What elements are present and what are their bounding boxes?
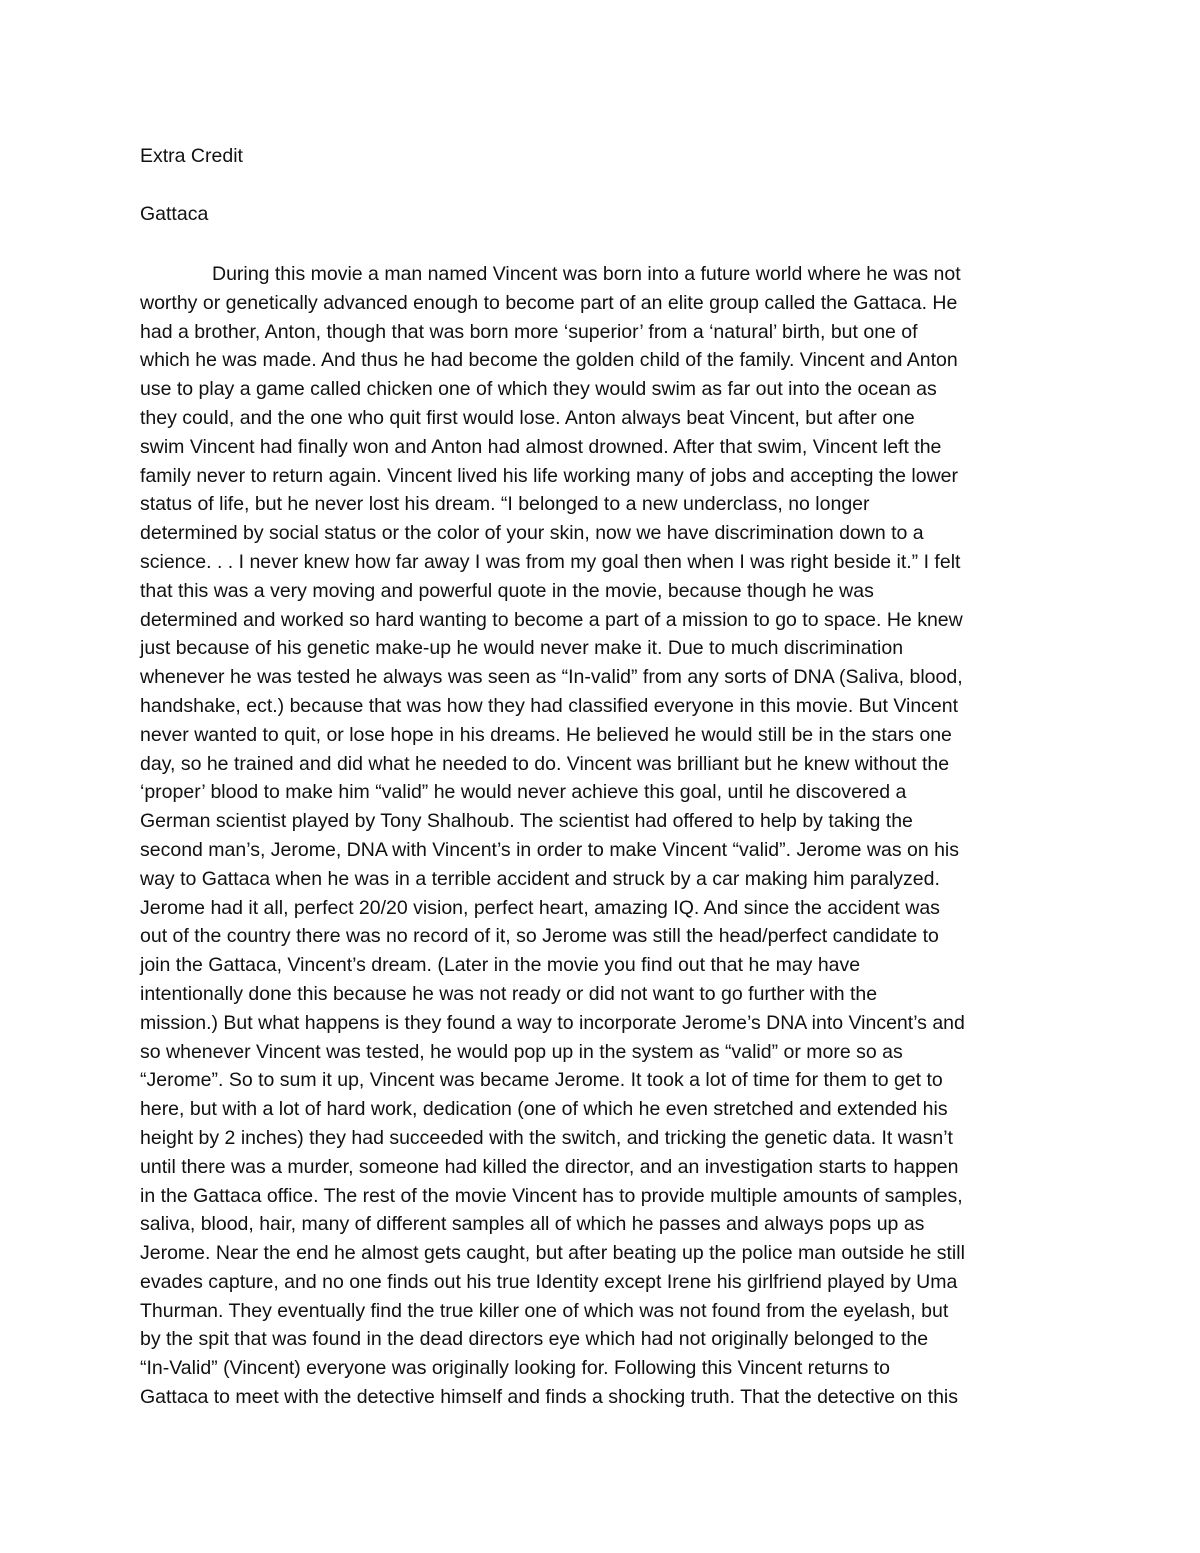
essay-line: in the Gattaca office. The rest of the movie Vincent has to provide multiple amounts of samples, — [140, 1184, 963, 1207]
essay-line: out of the country there was no record of it, so Jerome was still the head/perfect candidate to — [140, 925, 939, 948]
essay-line: determined and worked so hard wanting to become a part of a mission to go to space. He knew — [140, 608, 963, 631]
essay-line: German scientist played by Tony Shalhoub. The scientist had offered to help by taking the — [140, 810, 913, 833]
essay-line: Gattaca to meet with the detective himself and finds a shocking truth. That the detective on this — [140, 1386, 959, 1409]
essay-line: Thurman. They eventually find the true killer one of which was not found from the eyelash, but — [140, 1299, 949, 1322]
essay-line: just because of his genetic make-up he would never make it. Due to much discrimination — [140, 637, 904, 660]
document-title: Extra Credit — [140, 145, 243, 167]
essay-body — [140, 260, 1070, 1412]
essay-line: whenever he was tested he always was seen as “In-valid” from any sorts of DNA (Saliva, blood, — [140, 666, 963, 689]
essay-line: evades capture, and no one finds out his true Identity except Irene his girlfriend played by Uma — [140, 1270, 958, 1293]
essay-line: height by 2 inches) they had succeeded with the switch, and tricking the genetic data. It wasn’t — [140, 1126, 953, 1149]
essay-line: join the Gattaca, Vincent’s dream. (Later in the movie you find out that he may have — [140, 954, 861, 977]
essay-line: second man’s, Jerome, DNA with Vincent’s in order to make Vincent “valid”. Jerome was on his — [140, 838, 960, 861]
essay-line: science. . . I never knew how far away I was from my goal then when I was right beside it.” I felt — [140, 550, 961, 573]
essay-line: determined by social status or the color of your skin, now we have discrimination down to a — [140, 522, 924, 545]
essay-line: so whenever Vincent was tested, he would pop up in the system as “valid” or more so as — [140, 1040, 903, 1063]
essay-line: here, but with a lot of hard work, dedication (one of which he even stretched and extended his — [140, 1098, 948, 1121]
essay-line: status of life, but he never lost his dream. “I belonged to a new underclass, no longer — [140, 493, 870, 516]
essay-line: family never to return again. Vincent lived his life working many of jobs and accepting the lower — [140, 464, 958, 487]
essay-line: handshake, ect.) because that was how they had classified everyone in this movie. But Vincent — [140, 694, 959, 717]
essay-line: Jerome. Near the end he almost gets caught, but after beating up the police man outside he still — [140, 1242, 965, 1265]
essay-line: never wanted to quit, or lose hope in his dreams. He believed he would still be in the stars one — [140, 723, 952, 746]
essay-line: mission.) But what happens is they found a way to incorporate Jerome’s DNA into Vincent’s and — [140, 1011, 965, 1034]
essay-line: “Jerome”. So to sum it up, Vincent was became Jerome. It took a lot of time for them to get to — [140, 1069, 943, 1092]
essay-line: During this movie a man named Vincent was born into a future world where he was not — [212, 263, 961, 285]
document-subtitle: Gattaca — [140, 203, 209, 225]
essay-line: day, so he trained and did what he needed to do. Vincent was brilliant but he knew without the — [140, 752, 950, 775]
essay-line: had a brother, Anton, though that was born more ‘superior’ from a ‘natural’ birth, but one of — [140, 320, 918, 343]
essay-line: “In-Valid” (Vincent) everyone was originally looking for. Following this Vincent returns to — [140, 1357, 891, 1380]
essay-line: which he was made. And thus he had become the golden child of the family. Vincent and Anton — [140, 349, 958, 372]
essay-line: ‘proper’ blood to make him “valid” he would never achieve this goal, until he discovered a — [140, 781, 907, 804]
essay-line: until there was a murder, someone had killed the director, and an investigation starts to happen — [140, 1155, 959, 1178]
essay-line: use to play a game called chicken one of which they would swim as far out into the ocean as — [140, 378, 937, 401]
essay-line: by the spit that was found in the dead directors eye which had not originally belonged to the — [140, 1328, 929, 1351]
essay-line: worthy or genetically advanced enough to become part of an elite group called the Gattaca. He — [140, 291, 958, 314]
essay-line: way to Gattaca when he was in a terrible accident and struck by a car making him paralyzed. — [140, 867, 940, 890]
essay-line: they could, and the one who quit first would lose. Anton always beat Vincent, but after one — [140, 406, 915, 429]
essay-line: that this was a very moving and powerful quote in the movie, because though he was — [140, 579, 874, 602]
essay-line: saliva, blood, hair, many of different samples all of which he passes and always pops up as — [140, 1213, 925, 1236]
essay-line: Jerome had it all, perfect 20/20 vision, perfect heart, amazing IQ. And since the accident was — [140, 896, 940, 919]
essay-line: swim Vincent had finally won and Anton had almost drowned. After that swim, Vincent left the — [140, 435, 942, 458]
essay-line: intentionally done this because he was not ready or did not want to go further with the — [140, 982, 878, 1005]
